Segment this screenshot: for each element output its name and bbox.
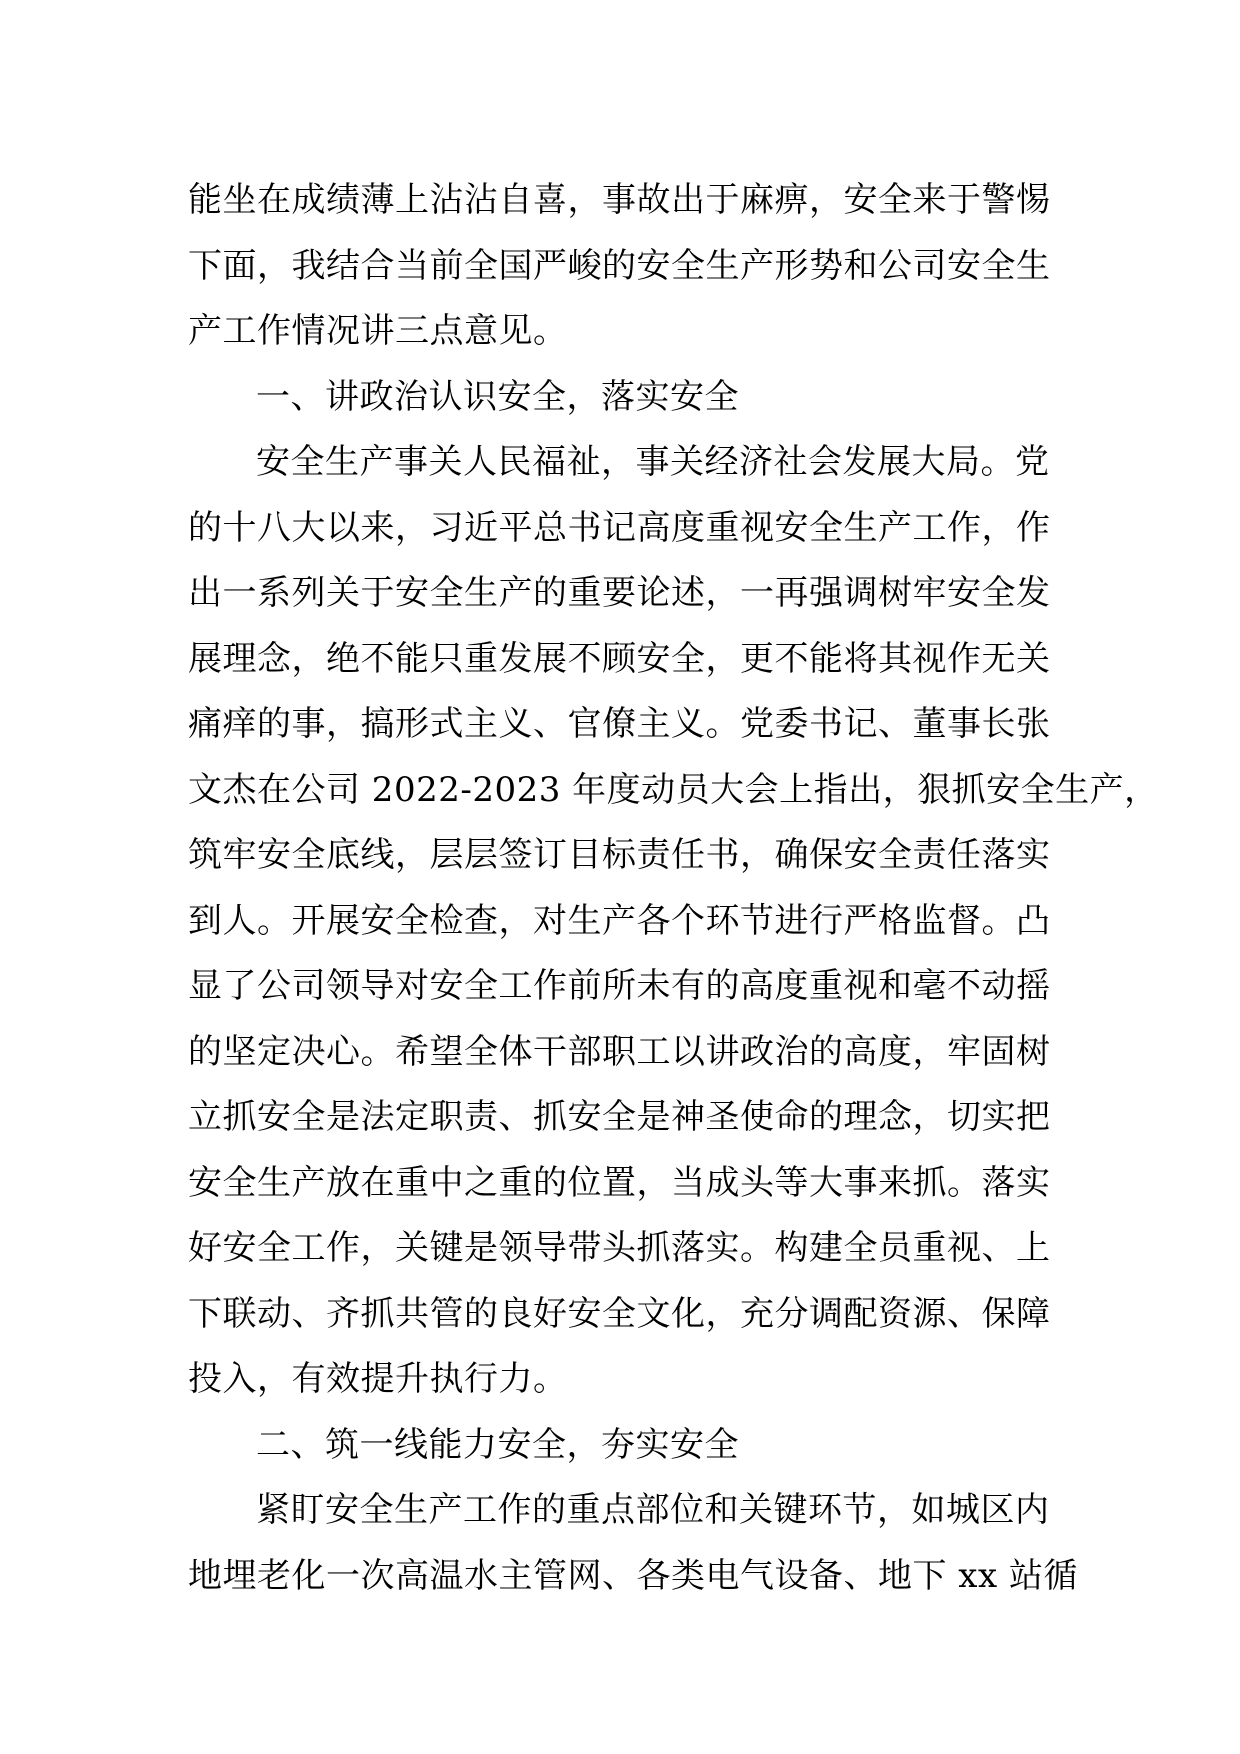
text-line: 筑牢安全底线，层层签订目标责任书，确保安全责任落实 (188, 835, 1051, 875)
text-line: 出一系列关于安全生产的重要论述，一再强调树牢安全发 (188, 573, 1051, 613)
text-line: 下面，我结合当前全国严峻的安全生产形势和公司安全生 (188, 245, 1051, 286)
text-line: 展理念，绝不能只重发展不顾安全，更不能将其视作无关 (188, 638, 1051, 679)
text-line: 立抓安全是法定职责、抓安全是神圣使命的理念，切实把 (188, 1097, 1051, 1137)
paragraph-start: 紧盯安全生产工作的重点部位和关键环节，如城区内 (256, 1490, 1050, 1530)
body-text (188, 168, 1159, 1609)
text-line: 安全生产放在重中之重的位置，当成头等大事来抓。落实 (188, 1162, 1051, 1203)
text-line: 好安全工作，关键是领导带头抓落实。构建全员重视、上 (188, 1228, 1051, 1268)
paragraph-start: 安全生产事关人民福祉，事关经济社会发展大局。党 (256, 442, 1050, 482)
text-line: 下联动、齐抓共管的良好安全文化，充分调配资源、保障 (188, 1293, 1051, 1334)
section-heading-1: 一、讲政治认识安全，落实安全 (256, 376, 739, 417)
text-line: 地埋老化一次高温水主管网、各类电气设备、地下 xx 站循 (188, 1555, 1078, 1596)
text-line: 显了公司领导对安全工作前所未有的高度重视和毫不动摇 (188, 966, 1051, 1006)
text-line: 到人。开展安全检查，对生产各个环节进行严格监督。凸 (188, 900, 1051, 941)
text-line: 痛痒的事，搞形式主义、官僚主义。党委书记、董事长张 (188, 704, 1051, 744)
text-line: 产工作情况讲三点意见。 (188, 311, 568, 351)
text-line: 投入，有效提升执行力。 (188, 1359, 568, 1399)
text-line: 文杰在公司 2022-2023 年度动员大会上指出，狠抓安全生产， (188, 769, 1159, 810)
text-line: 的坚定决心。希望全体干部职工以讲政治的高度，牢固树 (188, 1031, 1051, 1072)
section-heading-2: 二、筑一线能力安全，夯实安全 (256, 1424, 739, 1465)
text-line: 的十八大以来，习近平总书记高度重视安全生产工作，作 (188, 507, 1051, 548)
text-line: 能坐在成绩薄上沾沾自喜，事故出于麻痹，安全来于警惕 (188, 180, 1051, 220)
